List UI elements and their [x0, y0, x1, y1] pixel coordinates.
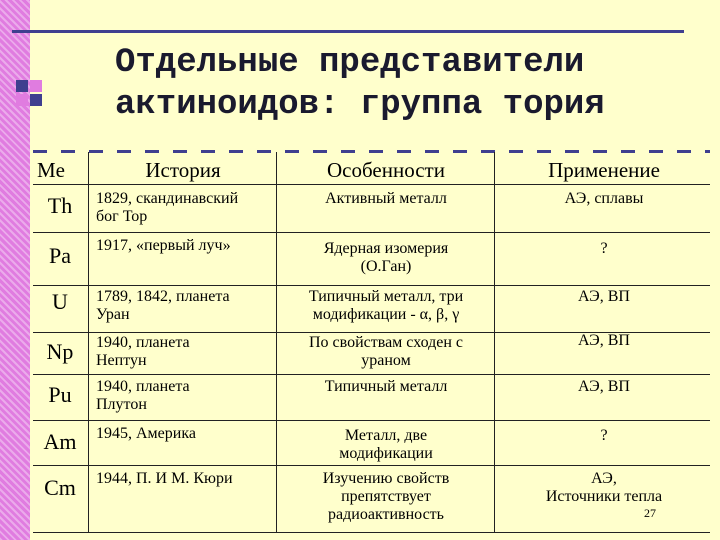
history-cell: 1789, 1842, планета Уран — [96, 288, 230, 323]
application-cell: АЭ, ВП — [578, 332, 630, 349]
element-symbol: U — [52, 289, 68, 314]
table-rule — [33, 285, 710, 286]
header-features: Особенности — [327, 158, 445, 182]
table-rule — [33, 465, 710, 466]
application-cell: ? — [600, 240, 608, 257]
features-cell: Ядерная изомерия (О.Ган) — [323, 240, 449, 275]
table-rule — [33, 232, 710, 233]
element-symbol: Cm — [44, 475, 76, 500]
history-cell: 1940, планета Плутон — [96, 378, 190, 413]
application-cell: АЭ, сплавы — [564, 190, 644, 207]
application-cell: АЭ, ВП — [578, 288, 630, 305]
features-cell: Активный металл — [325, 190, 447, 207]
element-symbol: Np — [46, 339, 74, 364]
history-cell: 1940, планета Нептун — [96, 334, 190, 369]
table-rule — [33, 184, 710, 185]
slide-title-line-1: Отдельные представители — [115, 44, 585, 82]
table-rule — [33, 374, 710, 375]
table-rule — [88, 152, 89, 533]
table-rule — [33, 420, 710, 421]
history-cell: 1829, скандинавский бог Тор — [96, 190, 239, 225]
features-cell: Металл, две модификации — [339, 427, 433, 462]
table-rule — [33, 532, 710, 533]
actinides-table — [33, 152, 710, 533]
header-application: Применение — [548, 158, 660, 182]
table-rule — [276, 152, 277, 533]
application-cell: АЭ, ВП — [578, 378, 630, 395]
features-cell: Изучению свойств препятствует радиоактивность — [322, 470, 450, 523]
slide-title — [115, 42, 695, 126]
element-symbol: Am — [43, 429, 77, 454]
header-me: Me — [37, 158, 65, 182]
history-cell: 1917, «первый луч» — [96, 237, 231, 254]
top-rule — [12, 30, 684, 33]
element-symbol: Pu — [48, 382, 72, 407]
element-symbol: Pa — [49, 243, 71, 268]
table-rule — [494, 152, 495, 533]
application-cell: АЭ, Источники тепла — [545, 470, 663, 505]
application-cell: ? — [600, 427, 608, 444]
history-cell: 1944, П. И М. Кюри — [96, 470, 233, 487]
features-cell: Типичный металл — [324, 378, 448, 395]
features-cell: По свойствам сходен с ураном — [308, 334, 464, 369]
page-number: 27 — [644, 506, 656, 520]
decorative-squares-icon — [16, 80, 44, 108]
element-symbol: Th — [47, 193, 73, 218]
history-cell: 1945, Америка — [96, 425, 196, 442]
features-cell: Типичный металл, три модификации - α, β, γ — [308, 288, 464, 323]
slide-title-line-2: актиноидов: группа тория — [115, 86, 605, 124]
header-history: История — [145, 158, 221, 182]
